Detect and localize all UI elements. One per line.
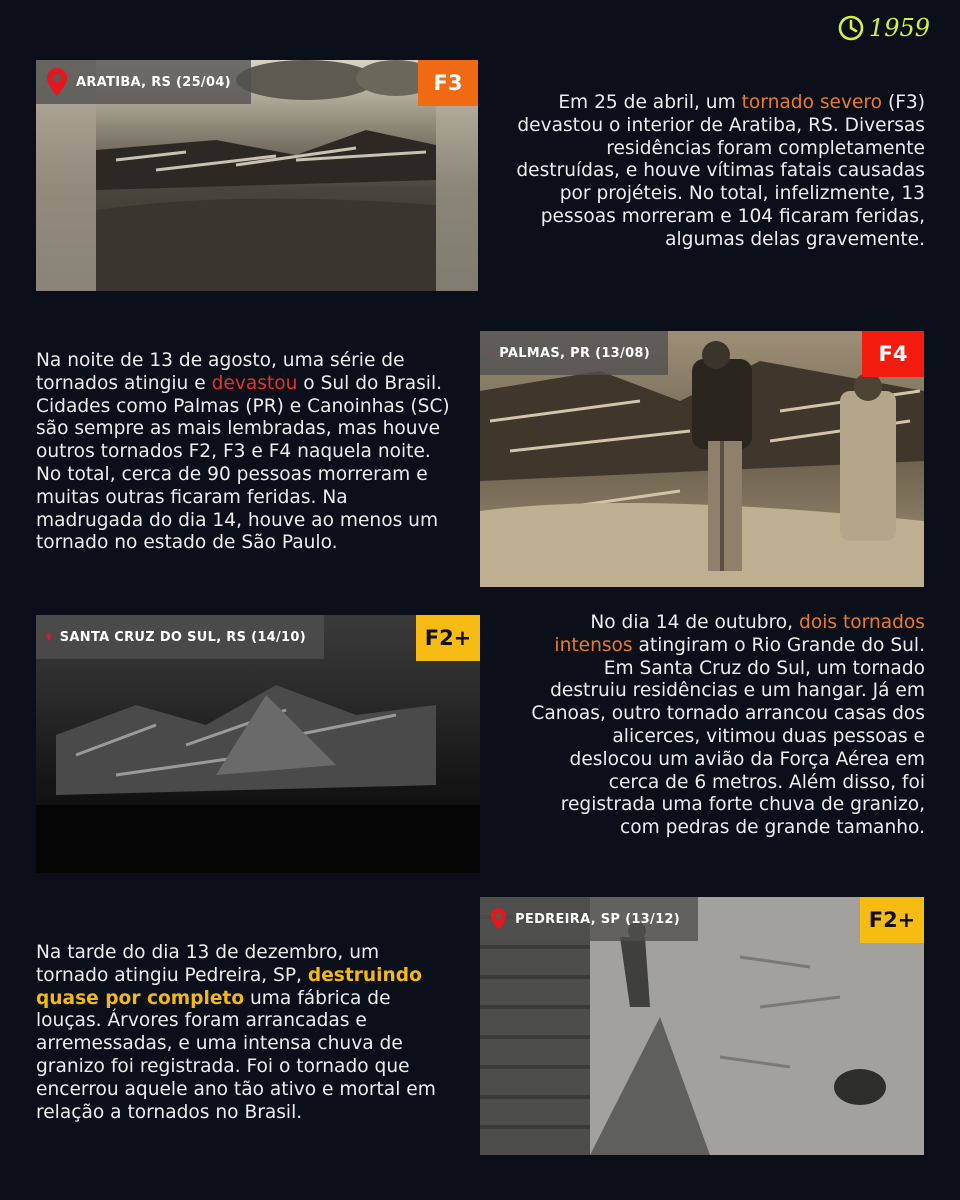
year-header [837,14,930,42]
location-label: PEDREIRA, SP (13/12) [480,897,698,941]
highlight: destruindo quase por completo [36,964,422,1009]
location-pin-icon [490,904,507,934]
event-description-santa-cruz-do-sul: No dia 14 de outubro, dois tornados intensos atingiram o Rio Grande do Sul. Em Santa Cruz do Sul, um tornado destruiu residências e um hangar. Já em Canoas, outro tornado arrancou casas dos alicerces, vitimou duas pessoas e deslocou um avião da Força Aérea em cerca de 6 metros. Além disso, foi registrada uma forte chuva de granizo, com pedras de grande tamanho. [531,612,925,839]
photo-card-pedreira [480,897,924,1155]
location-pin-icon [46,67,68,97]
year-label: 1959 [868,14,930,42]
photo-card-aratiba [36,60,478,291]
highlight: devastou [211,372,298,394]
photo-card-santa-cruz-do-sul [36,615,480,873]
location-label: SANTA CRUZ DO SUL, RS (14/10) [36,615,324,659]
rating-badge: F2+ [860,897,924,943]
photo-card-palmas [480,331,924,587]
highlight: dois tornados intensos [554,612,925,656]
location-label: PALMAS, PR (13/08) [480,331,668,375]
rating-badge: F3 [418,60,478,106]
event-description-aratiba: Em 25 de abril, um tornado severo (F3) devastou o interior de Aratiba, RS. Diversas residências foram completamente destruídas, e houve vítimas fatais causadas por projéteis. No total, infelizmente, 13 pessoas morreram e 104 ficaram feridas, algumas delas gravemente. [516,92,925,250]
rating-badge: F2+ [416,615,480,661]
location-pin-icon [490,338,491,368]
clock-icon [837,14,865,42]
highlight: tornado severo [741,92,883,113]
location-pin-icon [46,622,52,652]
rating-badge: F4 [862,331,924,377]
event-description-pedreira: Na tarde do dia 13 de dezembro, um tornado atingiu Pedreira, SP, destruindo quase por completo uma fábrica de louças. Árvores foram arrancadas e arremessadas, e uma intensa chuva de granizo foi registrada. Foi o tornado que encerrou aquele ano tão ativo e mortal em relação a tornados no Brasil. [36,942,436,1123]
event-description-palmas: Na noite de 13 de agosto, uma série de tornados atingiu e devastou o Sul do Brasil. Cidades como Palmas (PR) e Canoinhas (SC) são sempre as mais lembradas, mas houve outros tornados F2, F3 e F4 naquela noite. No total, cerca de 90 pessoas morreram e muitas outras ficaram feridas. Na madrugada do dia 14, houve ao menos um tornado no estado de São Paulo. [36,350,450,554]
location-label: ARATIBA, RS (25/04) [36,60,251,104]
